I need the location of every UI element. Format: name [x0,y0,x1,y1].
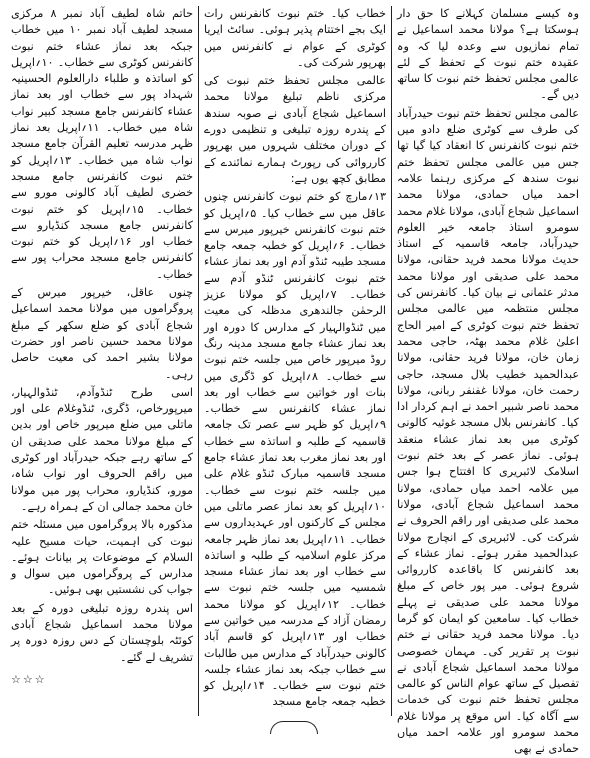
paragraph: چنوں عاقل، خیرپور میرس کے پروگراموں میں مولانا محمد اسماعیل شجاع آبادی کو ضلع سکھر کے مبلغ مولانا محمد حسین ناصر اور حضرت مولانا بشیر احمد کی معیت حاصل رہی۔ [11,286,193,381]
paragraph: وہ کیسے مسلمان کہلانے کا حق دار ہوسکتا ہے؟ مولانا محمد اسماعیل نے تمام نمازیوں سے وعدہ لیا کہ وہ عقیدہ ختم نبوت کے تحفظ کے لئے عالمی مجلس تحفظ ختم نبوت کا ساتھ دیں گے۔ [397,7,579,102]
paragraph: عالمی مجلس تحفظ ختم نبوت کی مرکزی ناظم تبلیغ مولانا محمد اسماعیل شجاع آبادی نے صوبہ سندھ کے پندرہ روزہ تبلیغی و تنظیمی دورے کے دوران مختلف شہروں میں بھرپور کارروائی کی رپورٹ ہمارے نمائندے کے مطابق کچھ یوں ہے: [204,74,386,185]
paragraph: خطاب کیا۔ ختم نبوت کانفرنس رات ایک بجے اختتام پذیر ہوئی۔ سائٹ ایریا کوٹری کے عوام نے کانفرنس میں بھرپور شرکت کی۔ [204,7,386,69]
column-right [392,6,584,756]
paragraph: اس پندرہ روزہ تبلیغی دورہ کے بعد مولانا محمد اسماعیل شجاع آبادی کوئٹہ بلوچستان کے دس روزہ دورہ پر تشریف لے گئے۔ [11,601,193,664]
column-middle [199,6,391,716]
paragraph: عالمی مجلس تحفظ ختم نبوت حیدرآباد کی طرف سے کوٹری ضلع دادو میں ختم نبوت کانفرنس کا انعقاد کیا گیا تھا جس میں عالمی مجلس تحفظ ختم نبوت سندھ کے مرکزی رہنما علامہ احمد میاں حمادی، مولانا محمد اسماعیل شجاع آبادی، مولانا غلام محمد سومرو استاذ جامعہ خیر العلوم حیدرآباد، جامعہ قاسمیہ کے استاذ حدیث مولانا محمد فرید حقانی، مولانا محمد علی صدیقی اور مولانا محمد مدثر عثمانی نے بیان کیا۔ کانفرنس کی مجلس منتظمہ میں عالمی مجلس تحفظ ختم نبوت کوٹری کے امیر الحاج اعلیٰ غلام محمد بھٹہ، حاجی محمد زمان خان، مولانا فرید حقانی، مولانا عبدالحمید خطیب بلال مسجد، حاجی رحمت خان، مولانا غفنفر ربانی، مولانا محمد ناصر شبیر احمد نے اہم کردار ادا کیا۔ کانفرنس بلال مسجد غوثیہ کالونی کوٹری میں بعد نماز عشاء منعقد ہوئی۔ نماز عصر کے بعد ختم نبوت اسلامک لائبریری کا افتتاح ہوا جس میں علامہ احمد میاں حمادی، مولانا محمد اسماعیل شجاع آبادی، مولانا محمد علی صدیقی اور راقم الحروف نے شرکت کی۔ لائبریری کے انچارج مولانا عبدالحمید مقرر ہوئے۔ نماز عشاء کے بعد کانفرنس کا باقاعدہ کارروائی شروع ہوئی۔ میر پور خاص کے مبلغ مولانا محمد علی صدیقی نے پہلے خطاب کیا۔ سامعین کو ایمان کو گرما دیا۔ مولانا محمد فرید حقانی نے ختم نبوت پر تقریر کی۔ مہمان خصوصی مولانا محمد اسماعیل شجاع آبادی نے تفصیل کے ساتھ عوام الناس کو عالمی مجلس تحفظ ختم نبوت کی خدمات سے آگاہ کیا۔ اس موقع پر مولانا غلام محمد سومرو اور علامہ احمد میاں حمادی نے بھی [396,106,579,756]
paragraph: ۱۳؍مارچ کو ختم نبوت کانفرنس چنوں عاقل میں سے خطاب کیا۔ ۵؍اپریل کو ختم نبوت کانفرنس خیرپور میرس سے خطاب۔ ۶؍اپریل کو خطبہ جمعہ جامع مسجد طیبہ ٹنڈو آدم اور بعد نماز عشاء ختم نبوت کانفرنس ٹنڈو آدم سے خطاب۔ ۷؍اپریل کو مولانا عزیز الرحمٰن جالندھری مدظلہ کی معیت میں ٹنڈوالہیار کے مدارس کا دورہ اور بعد نماز عشاء جامع مسجد مدینہ رنگ روڈ میرپور خاص میں جلسہ ختم نبوت سے خطاب۔ ۸؍اپریل کو ڈگری میں بنات اور خواتین سے خطاب اور بعد نماز عشاء کانفرنس سے خطاب۔ ۹؍اپریل کو ظہر سے عصر تک جامعہ قاسمیہ کے طلبہ و اساتذہ سے خطاب اور بعد نماز مغرب بعد نماز عشاء جامع مسجد قاسمیہ مبارک ٹنڈو غلام علی میں جلسہ ختم نبوت سے خطاب۔ ۱۰؍اپریل کو بعد نماز عصر ماتلی میں مجلس کے کارکنوں اور عہدیداروں سے خطاب۔ ۱۱؍اپریل بعد نماز ظہر جامعہ مرکز علوم اسلامیہ کے طلبہ و اساتذہ سے خطاب اور بعد نماز عشاء مسجد شمسیہ میں جلسہ ختم نبوت سے خطاب۔ ۱۲؍اپریل کو مولانا محمد رمضان آزاد کے مدرسہ میں خواتین سے خطاب اور ۱۳؍اپریل کو قاسم آباد کالونی حیدرآباد کے مدارس میں طالبات سے خطاب جبکہ بعد نماز عشاء جلسہ ختم نبوت سے خطاب۔ ۱۴؍اپریل کو خطبہ جمعہ جامع مسجد [204,190,387,709]
paragraph: اسی طرح ٹنڈوآدم، ٹنڈوالہیار، میرپورخاص، ڈگری، ٹنڈوغلام علی اور ماتلی میں ضلع میرپور خاص اور بدین کے مبلغ مولانا محمد علی صدیقی ان کے ساتھ رہے جبکہ حیدرآباد اور کوٹری میں راقم الحروف اور نواب شاہ، مورو، کنڈیارو، محراب پور میں مولانا خان محمد جمالی ان کے ہمراہ رہے۔ [11,385,193,513]
paragraph: مذکورہ بالا پروگراموں میں مسئلہ ختم نبوت کی اہمیت، حیات مسیح علیہ السلام کے موضوعات پر بیانات ہوئے۔ مدارس کے پروگراموں میں سوال و جواب کی نشستیں بھی ہوئیں۔ [11,518,193,597]
section-end-stars: ☆☆☆ [11,672,47,686]
text-columns [6,6,584,756]
column-left [6,6,198,716]
paragraph: حاتم شاہ لطیف آباد نمبر ۸ مرکزی مسجد لطیف آباد نمبر ۱۰ میں خطاب جبکہ بعد نماز عشاء ختم نبوت کانفرنس کوٹری سے خطاب۔ ۱۰؍اپریل کو اساتذہ و طلباء دارالعلوم الحسینیہ شہداد پور سے خطاب اور بعد نماز عشاء کانفرنس جامع مسجد کبیر نواب شاہ میں خطاب۔ ۱۱؍اپریل بعد نماز ظہر مدرسہ تعلیم القرآن جامع مسجد نواب شاہ میں خطاب۔ ۱۳؍اپریل کو ختم نبوت کانفرنس جامع مسجد خضری لطیف آباد کالونی مورو سے خطاب۔ ۱۵؍اپریل کو ختم نبوت کانفرنس جامع مسجد کنڈیارو سے خطاب اور ۱۶؍اپریل کو ختم نبوت کانفرنس جامع مسجد محراب پور سے خطاب۔ [11,7,193,281]
page-number-ornament [270,721,318,734]
